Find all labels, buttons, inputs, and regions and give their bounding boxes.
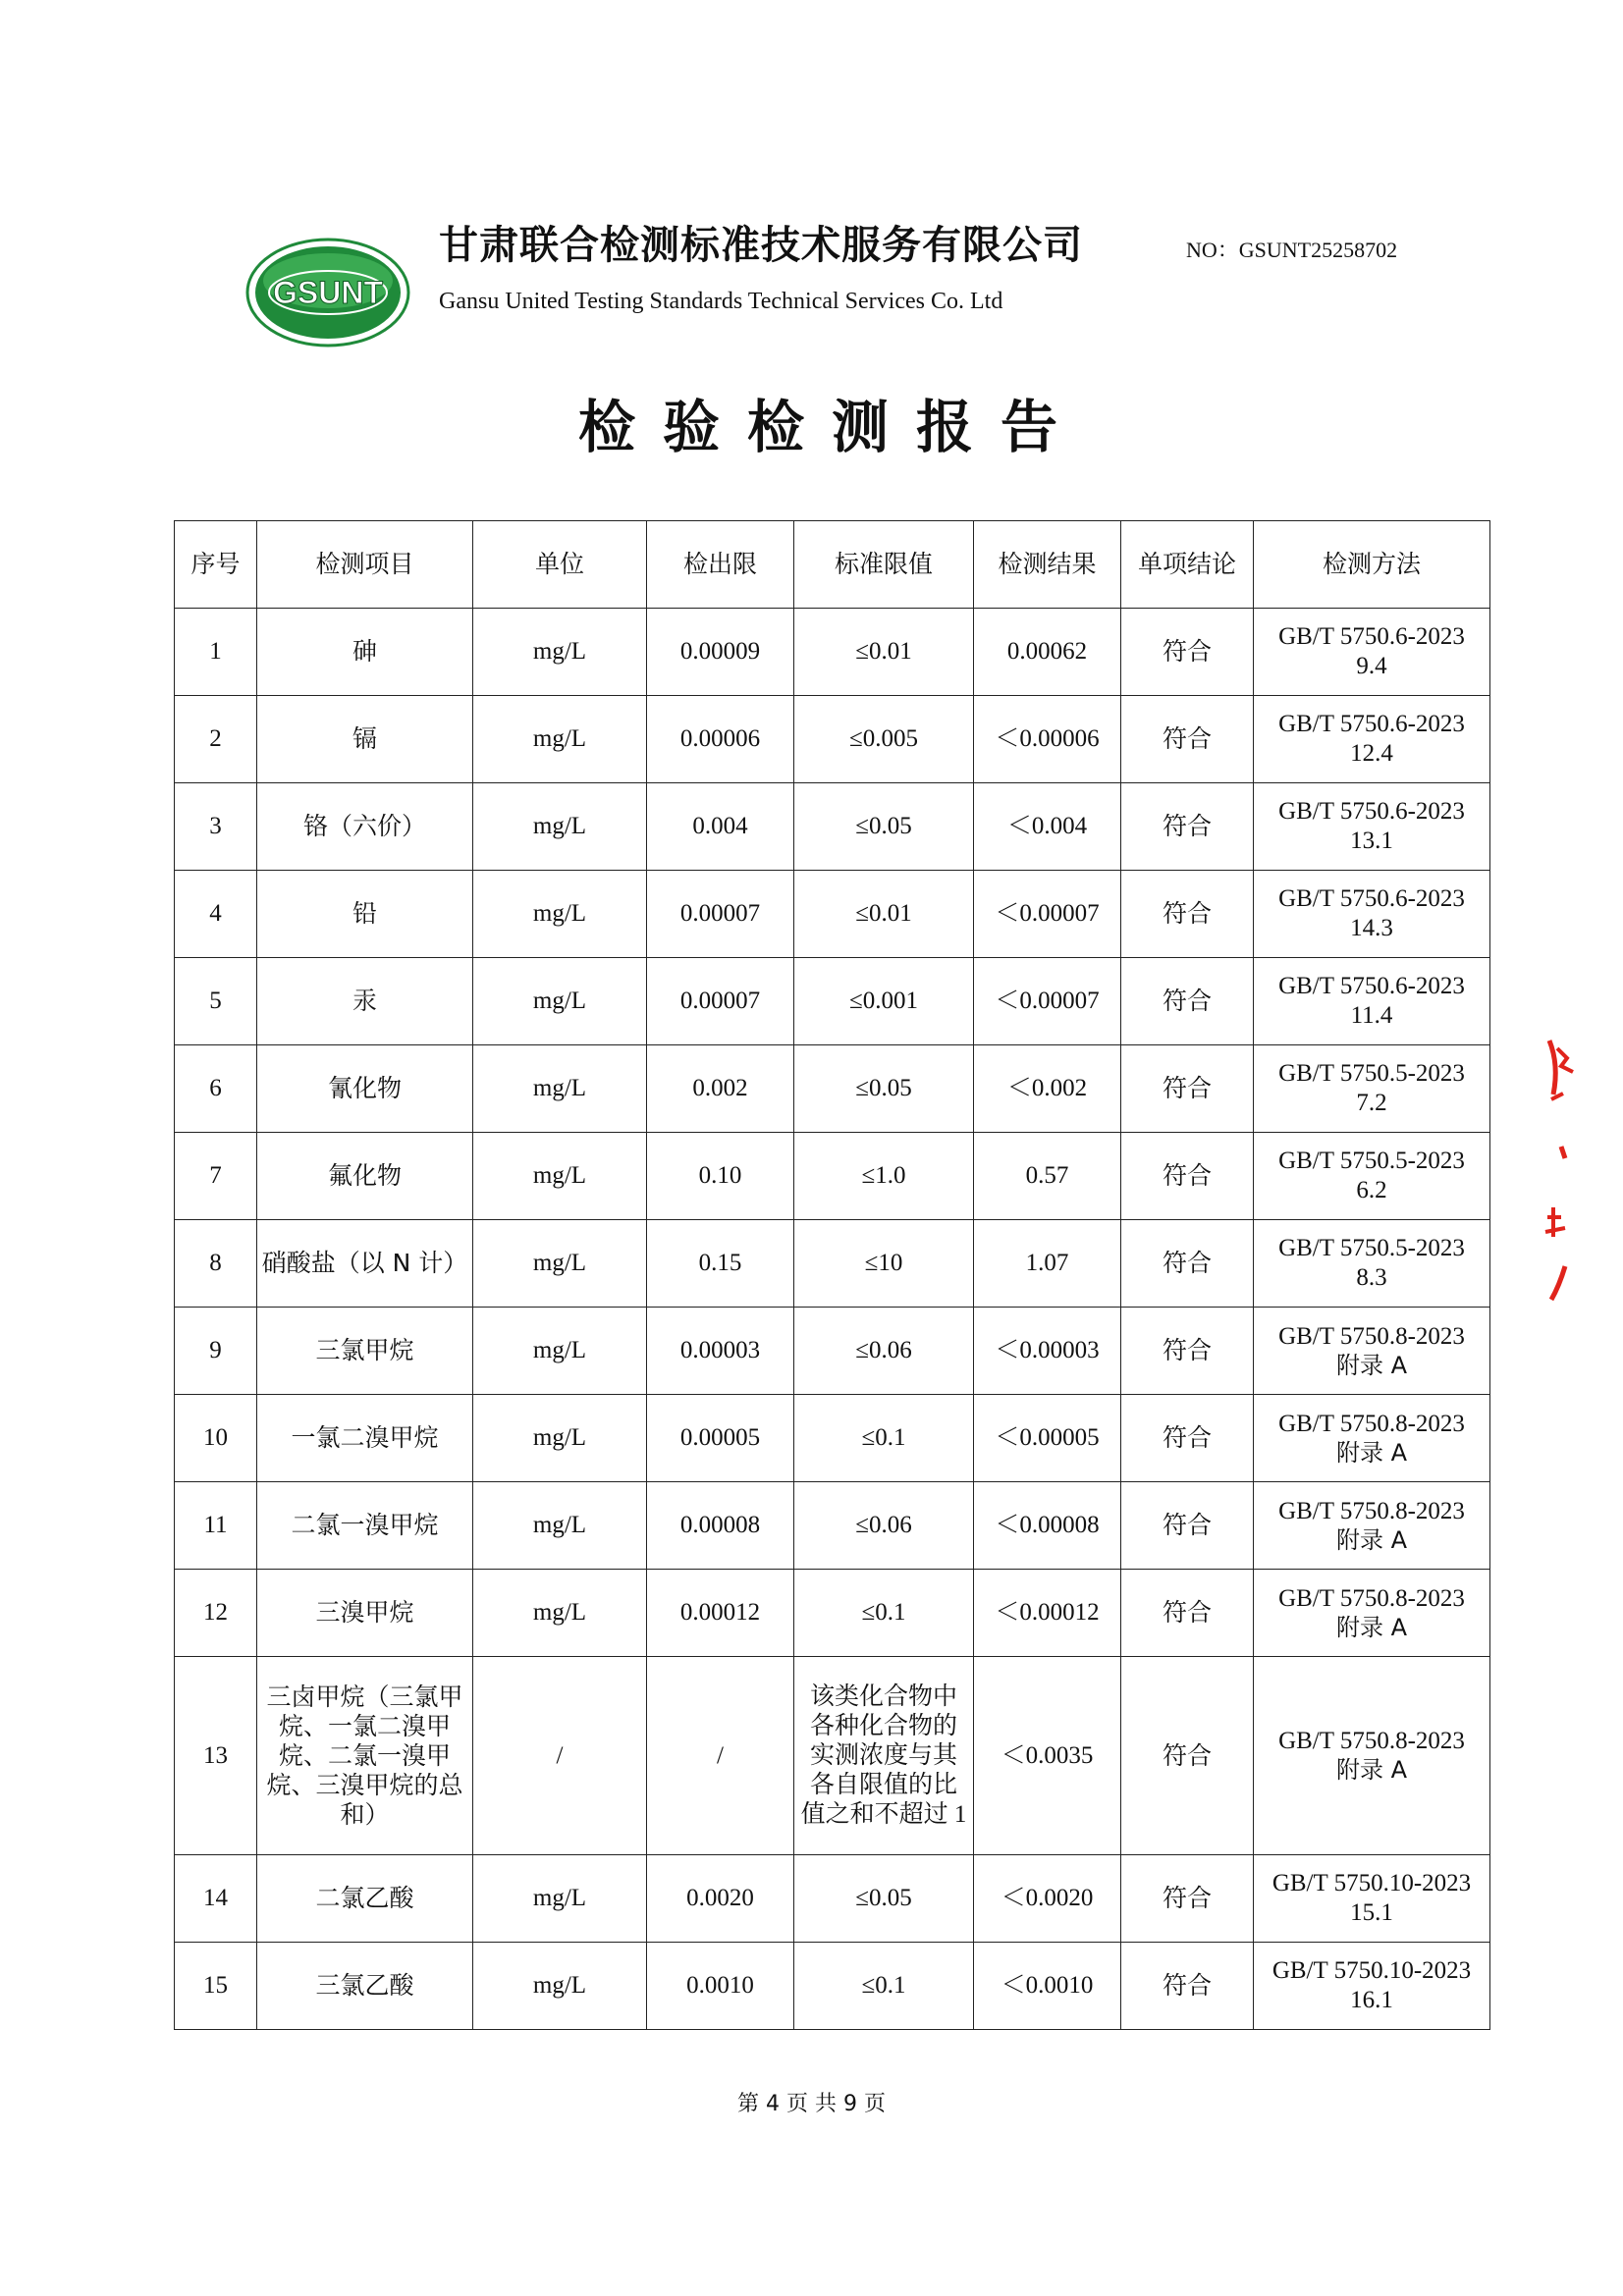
method-standard: GB/T 5750.5-2023 — [1278, 1148, 1465, 1174]
cell-no: 3 — [175, 783, 257, 871]
method-standard: GB/T 5750.8-2023 — [1278, 1410, 1465, 1437]
method-clause: 6.2 — [1356, 1177, 1387, 1203]
cell-unit: mg/L — [473, 609, 647, 696]
table-row — [175, 958, 1490, 1045]
method-clause: 9.4 — [1356, 653, 1387, 679]
table-row — [175, 1943, 1490, 2030]
cell-method — [1254, 1045, 1490, 1133]
cell-item: 氰化物 — [257, 1045, 473, 1133]
cell-method — [1254, 1943, 1490, 2030]
cell-method — [1254, 1308, 1490, 1395]
cell-method — [1254, 871, 1490, 958]
cell-detection-limit: 0.00003 — [647, 1308, 794, 1395]
table-row — [175, 609, 1490, 696]
cell-item: 二氯乙酸 — [257, 1855, 473, 1943]
red-seal-stamp — [1532, 1031, 1581, 1315]
cell-method — [1254, 1855, 1490, 1943]
cell-item: 铅 — [257, 871, 473, 958]
logo-text: GSUNT — [273, 275, 383, 310]
method-standard: GB/T 5750.10-2023 — [1271, 1870, 1472, 1896]
cell-unit: mg/L — [473, 958, 647, 1045]
method-standard: GB/T 5750.5-2023 — [1278, 1235, 1465, 1261]
cell-conclusion: 符合 — [1121, 1308, 1254, 1395]
cell-result: 0.00062 — [974, 609, 1121, 696]
cell-standard-limit: ≤0.1 — [794, 1395, 974, 1482]
cell-method — [1254, 958, 1490, 1045]
method-standard: GB/T 5750.10-2023 — [1271, 1957, 1472, 1984]
column-header: 检出限 — [647, 521, 794, 609]
method-standard: GB/T 5750.8-2023 — [1278, 1497, 1465, 1524]
cell-method — [1254, 1482, 1490, 1570]
cell-no: 5 — [175, 958, 257, 1045]
cell-conclusion: 符合 — [1121, 958, 1254, 1045]
cell-unit: mg/L — [473, 1570, 647, 1657]
cell-unit: / — [473, 1657, 647, 1855]
method-standard: GB/T 5750.8-2023 — [1278, 1728, 1465, 1755]
cell-conclusion: 符合 — [1121, 1220, 1254, 1308]
cell-detection-limit: 0.00008 — [647, 1482, 794, 1570]
cell-item: 三氯乙酸 — [257, 1943, 473, 2030]
method-clause: 16.1 — [1350, 1987, 1393, 2013]
cell-method — [1254, 696, 1490, 783]
cell-item: 汞 — [257, 958, 473, 1045]
method-standard: GB/T 5750.6-2023 — [1278, 885, 1465, 912]
cell-detection-limit: 0.15 — [647, 1220, 794, 1308]
cell-no: 9 — [175, 1308, 257, 1395]
cell-item: 三氯甲烷 — [257, 1308, 473, 1395]
table-row — [175, 1308, 1490, 1395]
table-row — [175, 1855, 1490, 1943]
cell-conclusion: 符合 — [1121, 1570, 1254, 1657]
cell-item: 三溴甲烷 — [257, 1570, 473, 1657]
method-standard: GB/T 5750.6-2023 — [1278, 711, 1465, 737]
cell-standard-limit: ≤0.06 — [794, 1482, 974, 1570]
cell-conclusion: 符合 — [1121, 1657, 1254, 1855]
method-clause: 附录 A — [1335, 1351, 1408, 1379]
cell-result: ＜0.00007 — [974, 871, 1121, 958]
cell-item: 镉 — [257, 696, 473, 783]
column-header: 单项结论 — [1121, 521, 1254, 609]
cell-result: ＜0.004 — [974, 783, 1121, 871]
company-name-en: Gansu United Testing Standards Technical Services Co. Ltd — [439, 289, 1003, 314]
cell-no: 12 — [175, 1570, 257, 1657]
table-row — [175, 1395, 1490, 1482]
cell-conclusion: 符合 — [1121, 696, 1254, 783]
method-clause: 15.1 — [1350, 1899, 1393, 1926]
cell-conclusion: 符合 — [1121, 609, 1254, 696]
method-standard: GB/T 5750.8-2023 — [1278, 1322, 1465, 1350]
cell-unit: mg/L — [473, 1395, 647, 1482]
column-header: 检测结果 — [974, 521, 1121, 609]
table-header-row — [175, 521, 1490, 609]
cell-no: 2 — [175, 696, 257, 783]
cell-result: ＜0.0035 — [974, 1657, 1121, 1855]
table-row — [175, 1482, 1490, 1570]
company-logo — [245, 238, 410, 347]
cell-detection-limit: 0.00005 — [647, 1395, 794, 1482]
cell-unit: mg/L — [473, 1482, 647, 1570]
cell-unit: mg/L — [473, 1943, 647, 2030]
cell-standard-limit: ≤10 — [794, 1220, 974, 1308]
method-standard: GB/T 5750.6-2023 — [1278, 973, 1465, 999]
method-clause: 14.3 — [1350, 915, 1393, 941]
cell-standard-limit: ≤0.05 — [794, 1855, 974, 1943]
cell-conclusion: 符合 — [1121, 1482, 1254, 1570]
cell-result: ＜0.0020 — [974, 1855, 1121, 1943]
method-standard: GB/T 5750.6-2023 — [1278, 623, 1465, 650]
cell-conclusion: 符合 — [1121, 1395, 1254, 1482]
cell-method — [1254, 609, 1490, 696]
cell-method — [1254, 1657, 1490, 1855]
table-row — [175, 1045, 1490, 1133]
cell-unit: mg/L — [473, 871, 647, 958]
cell-no: 14 — [175, 1855, 257, 1943]
cell-method — [1254, 1570, 1490, 1657]
cell-no: 15 — [175, 1943, 257, 2030]
cell-unit: mg/L — [473, 1220, 647, 1308]
cell-detection-limit: 0.00006 — [647, 696, 794, 783]
cell-result: ＜0.00008 — [974, 1482, 1121, 1570]
column-header: 序号 — [175, 521, 257, 609]
table-row — [175, 783, 1490, 871]
cell-standard-limit: ≤0.001 — [794, 958, 974, 1045]
cell-result: ＜0.00012 — [974, 1570, 1121, 1657]
cell-standard-limit: ≤0.05 — [794, 783, 974, 871]
cell-method — [1254, 1395, 1490, 1482]
method-clause: 8.3 — [1356, 1264, 1387, 1291]
cell-detection-limit: 0.10 — [647, 1133, 794, 1220]
method-standard: GB/T 5750.6-2023 — [1278, 798, 1465, 825]
method-clause: 附录 A — [1335, 1525, 1408, 1554]
method-standard: GB/T 5750.8-2023 — [1278, 1584, 1465, 1612]
cell-standard-limit: ≤0.005 — [794, 696, 974, 783]
cell-item: 硝酸盐（以 N 计） — [257, 1220, 473, 1308]
cell-result: 1.07 — [974, 1220, 1121, 1308]
cell-unit: mg/L — [473, 696, 647, 783]
method-clause: 附录 A — [1335, 1438, 1408, 1467]
cell-unit: mg/L — [473, 1308, 647, 1395]
cell-method — [1254, 783, 1490, 871]
cell-result: 0.57 — [974, 1133, 1121, 1220]
method-clause: 11.4 — [1350, 1002, 1393, 1029]
cell-standard-limit: ≤0.1 — [794, 1570, 974, 1657]
method-clause: 13.1 — [1350, 828, 1393, 854]
cell-standard-limit: ≤1.0 — [794, 1133, 974, 1220]
column-header: 单位 — [473, 521, 647, 609]
cell-result: ＜0.00006 — [974, 696, 1121, 783]
cell-no: 7 — [175, 1133, 257, 1220]
results-table — [174, 520, 1490, 2030]
table-row — [175, 1220, 1490, 1308]
cell-unit: mg/L — [473, 1133, 647, 1220]
cell-no: 10 — [175, 1395, 257, 1482]
column-header: 检测项目 — [257, 521, 473, 609]
cell-detection-limit: 0.004 — [647, 783, 794, 871]
cell-detection-limit: 0.00007 — [647, 871, 794, 958]
cell-item: 三卤甲烷（三氯甲烷、一氯二溴甲烷、二氯一溴甲烷、三溴甲烷的总和） — [257, 1657, 473, 1855]
method-clause: 附录 A — [1335, 1756, 1408, 1785]
cell-conclusion: 符合 — [1121, 1943, 1254, 2030]
table-row — [175, 696, 1490, 783]
cell-conclusion: 符合 — [1121, 1855, 1254, 1943]
report-number: NO：GSUNT25258702 — [1186, 238, 1398, 262]
column-header: 检测方法 — [1254, 521, 1490, 609]
cell-standard-limit: ≤0.06 — [794, 1308, 974, 1395]
table-row — [175, 1570, 1490, 1657]
table-row — [175, 1657, 1490, 1855]
cell-detection-limit: 0.0020 — [647, 1855, 794, 1943]
cell-result: ＜0.0010 — [974, 1943, 1121, 2030]
cell-conclusion: 符合 — [1121, 783, 1254, 871]
cell-item: 铬（六价） — [257, 783, 473, 871]
cell-standard-limit: 该类化合物中各种化合物的实测浓度与其各自限值的比值之和不超过 1 — [794, 1657, 974, 1855]
page-footer: 第 4 页 共 9 页 — [737, 2092, 886, 2116]
cell-detection-limit: 0.00012 — [647, 1570, 794, 1657]
cell-unit: mg/L — [473, 1045, 647, 1133]
cell-standard-limit: ≤0.1 — [794, 1943, 974, 2030]
cell-unit: mg/L — [473, 783, 647, 871]
cell-detection-limit: 0.0010 — [647, 1943, 794, 2030]
cell-detection-limit: 0.00007 — [647, 958, 794, 1045]
cell-method — [1254, 1133, 1490, 1220]
cell-result: ＜0.002 — [974, 1045, 1121, 1133]
cell-result: ＜0.00007 — [974, 958, 1121, 1045]
cell-item: 二氯一溴甲烷 — [257, 1482, 473, 1570]
cell-no: 1 — [175, 609, 257, 696]
cell-conclusion: 符合 — [1121, 871, 1254, 958]
table-row — [175, 1133, 1490, 1220]
cell-unit: mg/L — [473, 1855, 647, 1943]
cell-standard-limit: ≤0.01 — [794, 609, 974, 696]
cell-item: 砷 — [257, 609, 473, 696]
cell-detection-limit: 0.00009 — [647, 609, 794, 696]
cell-result: ＜0.00003 — [974, 1308, 1121, 1395]
method-clause: 7.2 — [1356, 1090, 1387, 1116]
cell-no: 11 — [175, 1482, 257, 1570]
cell-no: 13 — [175, 1657, 257, 1855]
column-header: 标准限值 — [794, 521, 974, 609]
cell-no: 8 — [175, 1220, 257, 1308]
cell-detection-limit: / — [647, 1657, 794, 1855]
method-clause: 12.4 — [1350, 740, 1393, 767]
cell-item: 一氯二溴甲烷 — [257, 1395, 473, 1482]
cell-no: 6 — [175, 1045, 257, 1133]
company-name-cn: 甘肃联合检测标准技术服务有限公司 — [439, 223, 1083, 268]
cell-no: 4 — [175, 871, 257, 958]
cell-standard-limit: ≤0.01 — [794, 871, 974, 958]
cell-result: ＜0.00005 — [974, 1395, 1121, 1482]
method-standard: GB/T 5750.5-2023 — [1278, 1060, 1465, 1087]
cell-conclusion: 符合 — [1121, 1045, 1254, 1133]
method-clause: 附录 A — [1335, 1613, 1408, 1641]
cell-standard-limit: ≤0.05 — [794, 1045, 974, 1133]
cell-detection-limit: 0.002 — [647, 1045, 794, 1133]
cell-item: 氟化物 — [257, 1133, 473, 1220]
cell-conclusion: 符合 — [1121, 1133, 1254, 1220]
cell-method — [1254, 1220, 1490, 1308]
report-title: 检验检测报告 — [577, 394, 1085, 460]
table-row — [175, 871, 1490, 958]
